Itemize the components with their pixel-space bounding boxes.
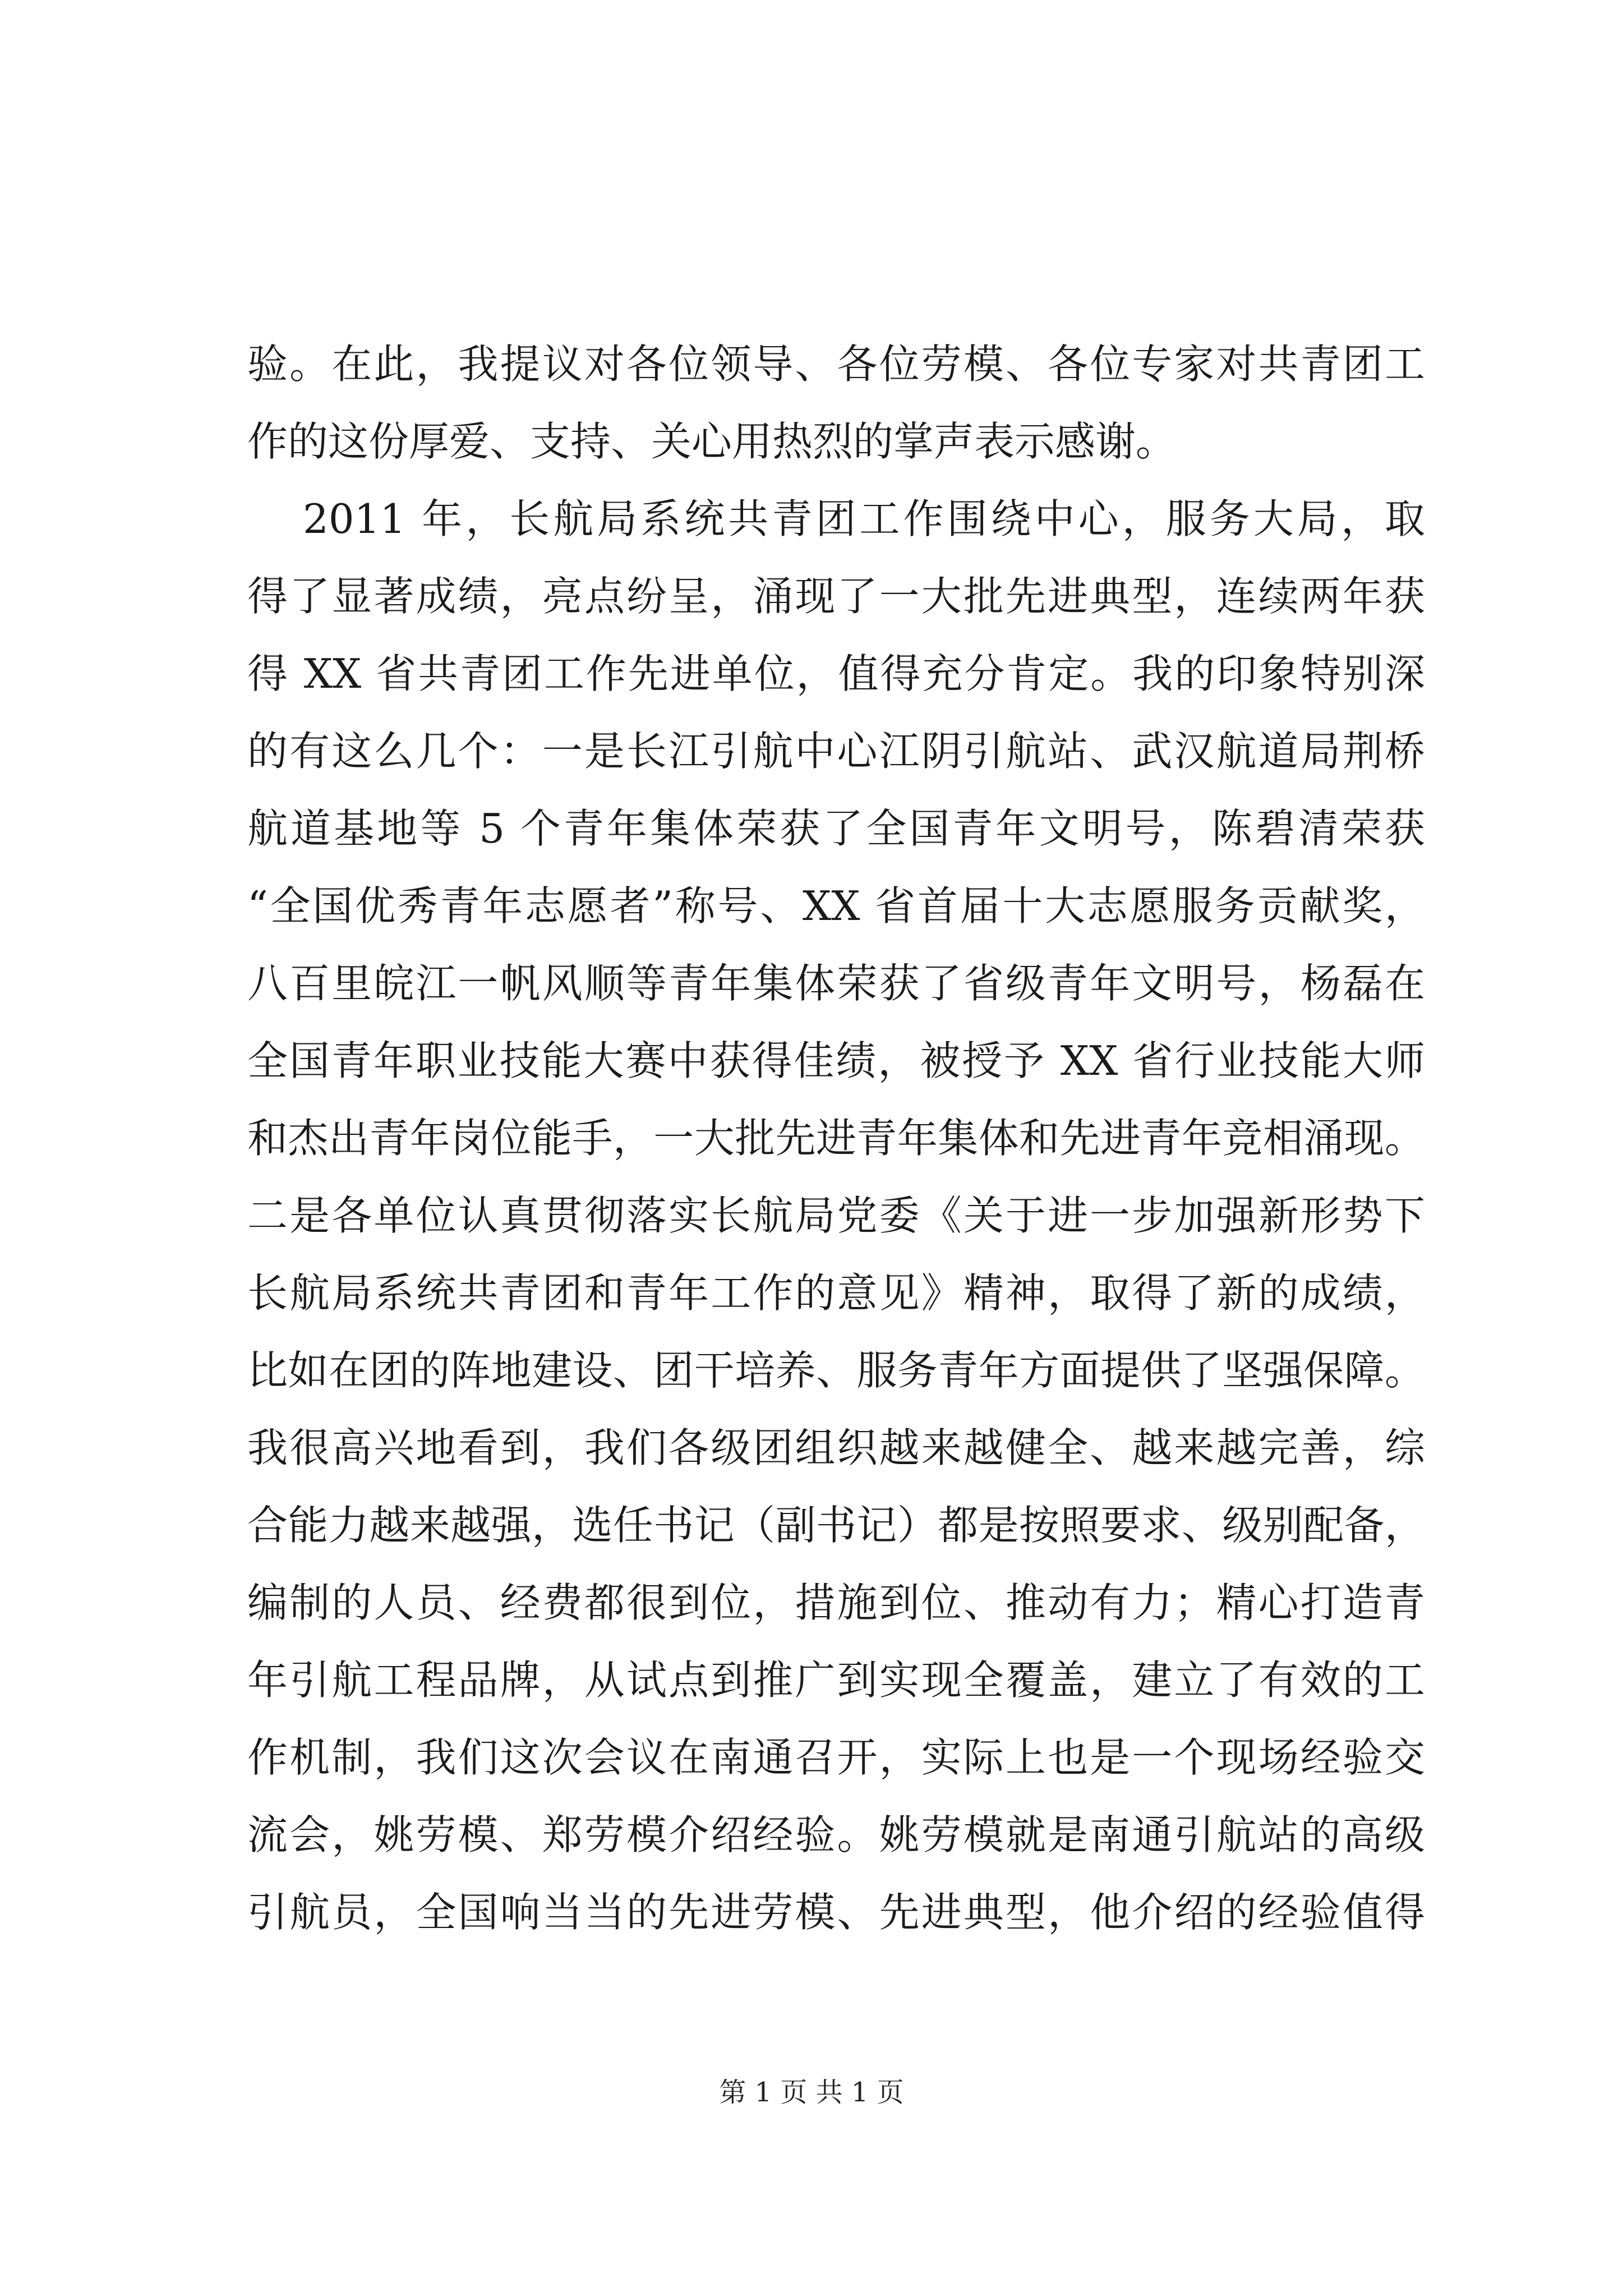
page-number-label: 第 1 页 共 1 页 — [719, 2077, 904, 2108]
text-line: 和杰出青年岗位能手，一大批先进青年集体和先进青年竞相涌现。 — [247, 1115, 1425, 1162]
text-line: 的有这么几个：一是长江引航中心江阴引航站、武汉航道局荆桥 — [247, 728, 1425, 775]
text-line: 全国青年职业技能大赛中获得佳绩，被授予 XX 省行业技能大师 — [247, 1037, 1425, 1084]
page-footer — [0, 2070, 1623, 2115]
text-line: “全国优秀青年志愿者”称号、XX 省首届十大志愿服务贡献奖， — [247, 882, 1425, 930]
text-line: 作机制，我们这次会议在南通召开，实际上也是一个现场经验交 — [247, 1734, 1425, 1781]
text-line: 作的这份厚爱、支持、关心用热烈的掌声表示感谢。 — [247, 418, 1177, 465]
text-line: 引航员，全国响当当的先进劳模、先进典型，他介绍的经验值得 — [247, 1889, 1425, 1936]
text-line: 2011 年，长航局系统共青团工作围绕中心，服务大局，取 — [303, 495, 1425, 542]
text-line: 比如在团的阵地建设、团干培养、服务青年方面提供了坚强保障。 — [247, 1347, 1425, 1394]
text-line: 我很高兴地看到，我们各级团组织越来越健全、越来越完善，综 — [247, 1424, 1425, 1471]
text-line: 流会，姚劳模、郑劳模介绍经验。姚劳模就是南通引航站的高级 — [247, 1811, 1425, 1858]
text-line: 二是各单位认真贯彻落实长航局党委《关于进一步加强新形势下 — [247, 1192, 1425, 1239]
text-line: 得 XX 省共青团工作先进单位，值得充分肯定。我的印象特别深 — [247, 650, 1425, 697]
text-line: 得了显著成绩，亮点纷呈，涌现了一大批先进典型，连续两年获 — [247, 573, 1425, 620]
text-line: 航道基地等 5 个青年集体荣获了全国青年文明号，陈碧清荣获 — [247, 805, 1425, 852]
text-line: 合能力越来越强，选任书记（副书记）都是按照要求、级别配备， — [247, 1502, 1425, 1549]
text-line: 编制的人员、经费都很到位，措施到位、推动有力；精心打造青 — [247, 1579, 1425, 1626]
text-line: 年引航工程品牌，从试点到推广到实现全覆盖，建立了有效的工 — [247, 1657, 1425, 1704]
text-line: 八百里皖江一帆风顺等青年集体荣获了省级青年文明号，杨磊在 — [247, 960, 1425, 1007]
text-line: 验。在此，我提议对各位领导、各位劳模、各位专家对共青团工 — [247, 341, 1425, 388]
text-line: 长航局系统共青团和青年工作的意见》精神，取得了新的成绩， — [247, 1269, 1425, 1317]
